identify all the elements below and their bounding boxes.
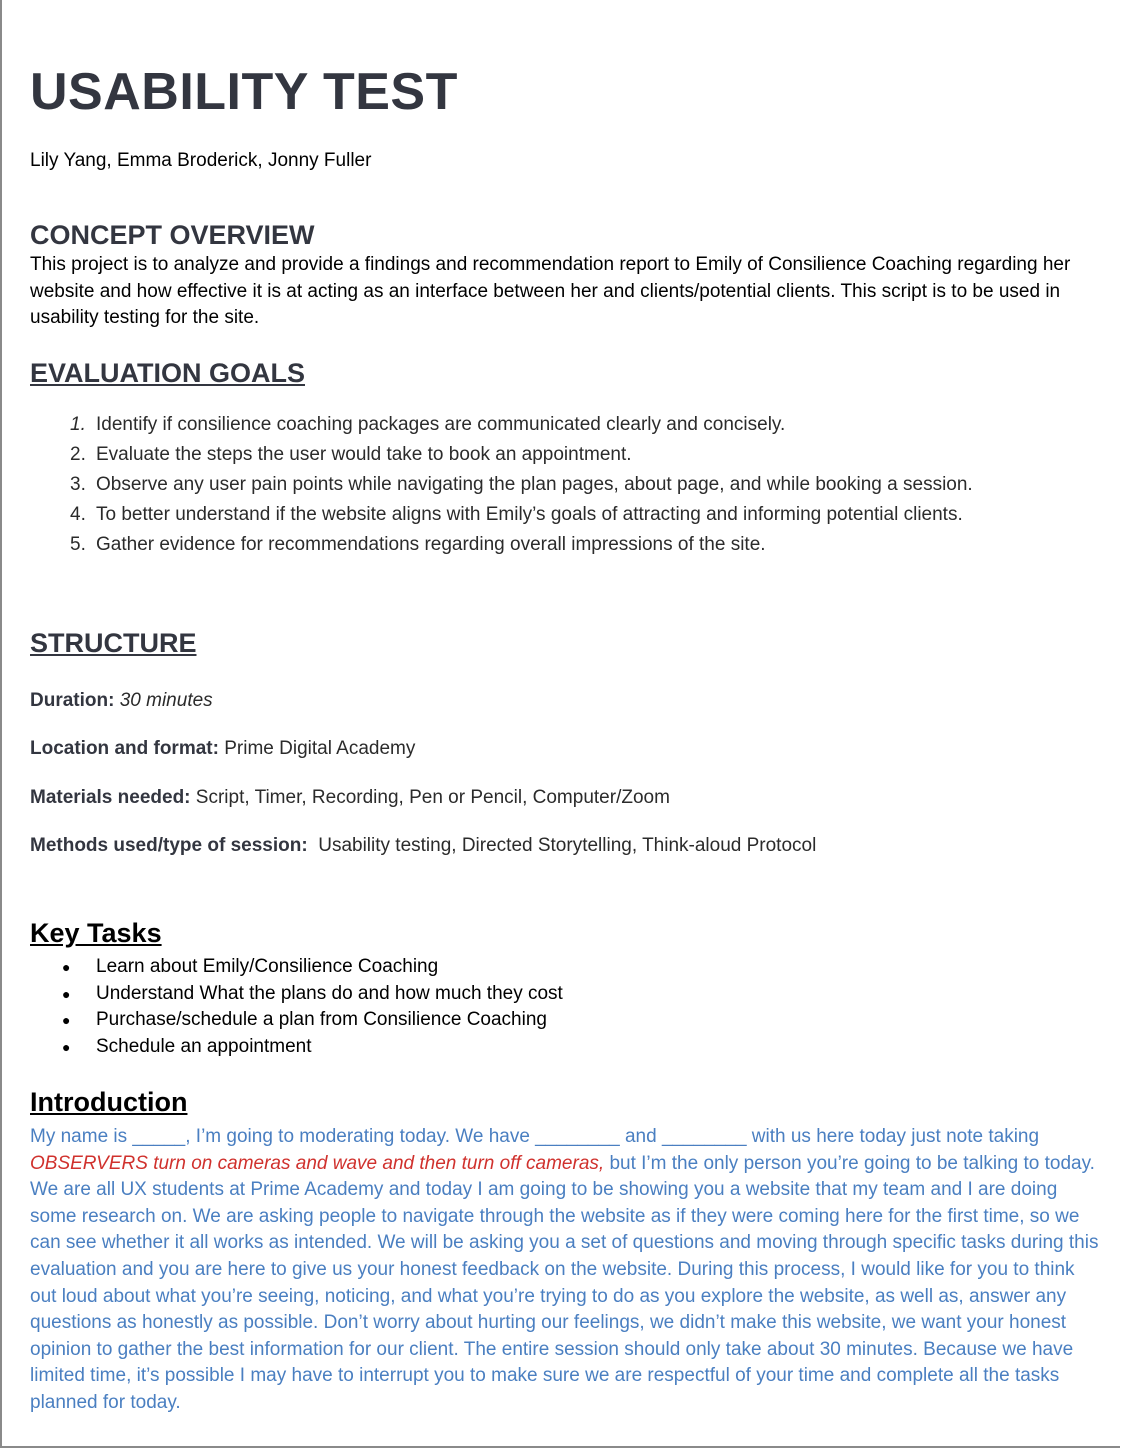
- methods-label: Methods used/type of session:: [30, 835, 308, 856]
- list-item: [30, 410, 1090, 440]
- list-item-text: Understand What the plans do and how much they cost: [96, 982, 563, 1004]
- list-item-text: Schedule an appointment: [96, 1035, 312, 1057]
- list-number: 4.: [70, 504, 86, 525]
- authors-line: Lily Yang, Emma Broderick, Jonny Fuller: [30, 150, 372, 171]
- evaluation-goals-heading: EVALUATION GOALS: [30, 358, 305, 388]
- concept-overview-text: This project is to analyze and provide a findings and recommendation report to Emily of Consilience Coaching regarding her website and how effective it is at acting as an interface between her and clients/potential clients. This script is to be used in usability testing for the site.: [30, 254, 1071, 328]
- observers-note: OBSERVERS turn on cameras and wave and then turn off cameras,: [30, 1152, 605, 1174]
- list-number: 1.: [70, 414, 86, 435]
- location-field: [30, 738, 415, 760]
- materials-field: [30, 787, 670, 809]
- list-item-text: Evaluate the steps the user would take to book an appointment.: [96, 444, 632, 465]
- introduction-text: [30, 1124, 1105, 1417]
- evaluation-goals-list: [30, 410, 1090, 560]
- list-item-text: Gather evidence for recommendations regarding overall impressions of the site.: [96, 534, 766, 555]
- list-item-text: To better understand if the website aligns with Emily’s goals of attracting and informing potential clients.: [96, 504, 963, 525]
- list-number: 3.: [70, 474, 86, 495]
- intro-text-part2: but I’m the only person you’re going to be talking to today. We are all UX students at Prime Academy and today I am going to be showing you a website that my team and I are doing some research on. We are asking people to navigate through the website as if they were coming here for the first time, so we can see whether it all works as intended. We will be asking you a set of questions and moving through specific tasks during this evaluation and you are here to give us your honest feedback on the website. During this process, I would like for you to think out loud about what you’re seeing, noticing, and what you’re trying to do as you explore the website, as well as, answer any questions as honestly as possible. Don’t worry about hurting our feelings, we didn’t make this website, we want your honest opinion to gather the best information for our client. The entire session should only take about 30 minutes. Because we have limited time, it’s possible I may have to interrupt you to make sure we are respectful of your time and complete all the tasks planned for today.: [30, 1152, 1099, 1413]
- key-tasks-heading: Key Tasks: [30, 918, 162, 948]
- location-value: Prime Digital Academy: [224, 738, 416, 759]
- list-number: 5.: [70, 534, 86, 555]
- list-item: [30, 470, 1090, 500]
- key-tasks-list: [30, 954, 563, 1060]
- list-item-text: Identify if consilience coaching packages are communicated clearly and concisely.: [96, 414, 786, 435]
- list-item: [30, 1034, 563, 1061]
- duration-value: 30 minutes: [119, 690, 213, 711]
- introduction-heading: Introduction: [30, 1087, 188, 1117]
- structure-heading: STRUCTURE: [30, 628, 197, 658]
- duration-field: [30, 690, 213, 712]
- intro-text-part1: My name is _____, I’m going to moderating today. We have ________ and ________ with us here today just note taking: [30, 1126, 1040, 1147]
- methods-value: Usability testing, Directed Storytelling, Think-aloud Protocol: [318, 835, 817, 856]
- list-item: [30, 1007, 563, 1034]
- bullet-icon: ●: [62, 1012, 71, 1029]
- bullet-icon: ●: [62, 985, 71, 1002]
- list-item: [30, 981, 563, 1008]
- list-item: [30, 500, 1090, 530]
- list-item: [30, 954, 563, 981]
- materials-value: Script, Timer, Recording, Pen or Pencil, Computer/Zoom: [195, 787, 670, 808]
- concept-overview-heading: CONCEPT OVERVIEW: [30, 220, 315, 250]
- list-number: 2.: [70, 444, 86, 465]
- methods-field: [30, 835, 816, 857]
- document-title: USABILITY TEST: [30, 63, 458, 121]
- list-item: [30, 530, 1090, 560]
- bullet-icon: ●: [62, 959, 71, 976]
- list-item: [30, 440, 1090, 470]
- materials-label: Materials needed:: [30, 787, 191, 808]
- list-item-text: Purchase/schedule a plan from Consilience Coaching: [96, 1009, 547, 1031]
- bullet-icon: ●: [62, 1038, 71, 1055]
- duration-label: Duration:: [30, 690, 115, 711]
- location-label: Location and format:: [30, 738, 219, 759]
- list-item-text: Learn about Emily/Consilience Coaching: [96, 956, 439, 978]
- list-item-text: Observe any user pain points while navigating the plan pages, about page, and while booking a session.: [96, 474, 973, 495]
